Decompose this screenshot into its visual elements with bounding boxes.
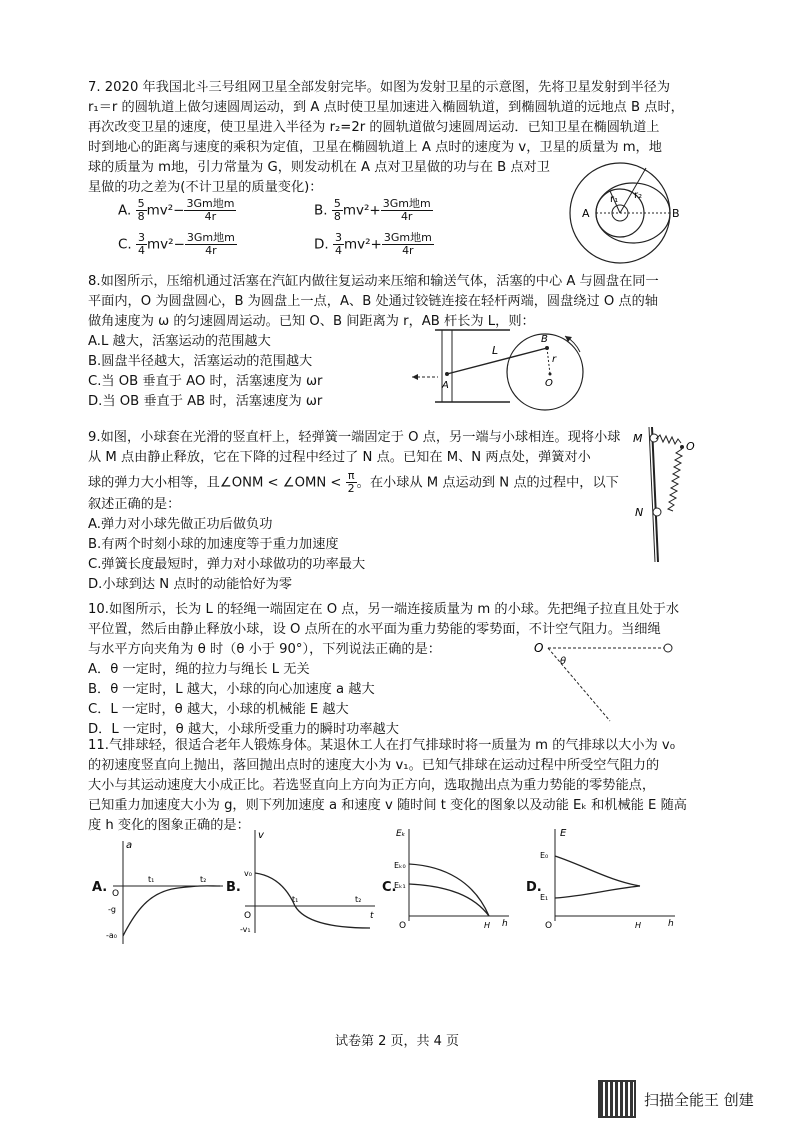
scanner-watermark — [598, 1080, 754, 1118]
q9-option-a[interactable]: A.弹力对小球先做正功后做负功 — [88, 517, 273, 532]
q8-label-o: O — [545, 378, 553, 389]
q9-option-b[interactable]: B.有两个时刻小球的加速度等于重力加速度 — [88, 537, 339, 552]
q7-label-r2: r₂ — [634, 190, 643, 201]
qr-code-icon — [598, 1080, 636, 1118]
q7-line: r₁＝r 的圆轨道上做匀速圆周运动，到 A 点时使卫星加速进入椭圆轨道，到椭圆轨道的远地点 B 点时， — [88, 100, 684, 115]
graph-c-o: O — [399, 921, 407, 931]
q7-line: 7. 2020 年我国北斗三号组网卫星全部发射完毕。如图为发射卫星的示意图，先将卫星发射到半径为 — [88, 80, 671, 95]
graph-a-y: a — [126, 840, 133, 851]
q11-graph-a — [108, 836, 228, 946]
q10-option-d[interactable]: D．L 一定时，θ 越大，小球所受重力的瞬时功率越大 — [88, 722, 399, 737]
graph-d-e1: E₁ — [540, 893, 549, 902]
q7-line: 星做的功之差为(不计卫星的质量变化)： — [88, 180, 323, 195]
graph-a-o: O — [112, 889, 120, 899]
graph-c-h: h — [502, 919, 508, 929]
q9-line: 从 M 点由静止释放，它在下降的过程中经过了 N 点。已知在 M、N 两点处，弹簧对小 — [88, 450, 591, 465]
q7-option-d[interactable]: D. $\frac{3}{4}$ mv²+ $\frac{\text{3Gm地m}}{4r}$ — [314, 231, 432, 257]
q11-line: 大小与其运动速度大小成正比。若选竖直向上方向为正方向，选取抛出点为重力势能的零势能点， — [88, 778, 656, 793]
q11-line: 已知重力加速度大小为 g，则下列加速度 a 和速度 v 随时间 t 变化的图象以及动能 Eₖ 和机械能 E 随高 — [88, 798, 687, 813]
question-11 — [88, 736, 708, 836]
graph-c-capital-h: H — [484, 921, 491, 930]
q9-option-d[interactable]: D.小球到达 N 点时的动能恰好为零 — [88, 577, 293, 592]
q10-option-c[interactable]: C．L 一定时，θ 越大，小球的机械能 E 越大 — [88, 702, 349, 717]
graph-b-o: O — [244, 911, 252, 921]
q9-label-o: O — [686, 440, 695, 453]
q9-label-n: N — [635, 506, 644, 519]
q8-label-l: L — [492, 344, 499, 357]
graph-a-t1: t₁ — [148, 875, 155, 884]
q11-option-d-label[interactable]: D. — [526, 880, 542, 895]
q11-option-b-label[interactable]: B. — [226, 880, 241, 895]
q10-label-theta: θ — [560, 656, 567, 667]
graph-b-v0: v₀ — [244, 869, 252, 878]
graph-a-g: -g — [108, 905, 116, 914]
q7-label-a: A — [582, 207, 590, 220]
graph-d-y: E — [560, 828, 567, 839]
q10-pendulum-figure — [530, 636, 680, 726]
q11-graph-b — [240, 828, 380, 938]
graph-d-o: O — [545, 921, 553, 931]
graph-b-t: t — [370, 911, 374, 921]
q10-option-b[interactable]: B．θ 一定时，L 越大，小球的向心加速度 a 越大 — [88, 682, 375, 697]
q7-option-c[interactable]: C. $\frac{3}{4}$ mv²− $\frac{\text{3Gm地m}}{4r}$ — [118, 231, 235, 257]
scanner-label: 扫描全能王 创建 — [644, 1090, 754, 1109]
q8-line: 平面内，O 为圆盘圆心，B 为圆盘上一点，A、B 处通过铰链连接在轻杆两端，圆盘绕过 O 点的轴 — [88, 294, 658, 309]
q9-line: 9.如图，小球套在光滑的竖直杆上，轻弹簧一端固定于 O 点，另一端与小球相连。现将小球 — [88, 430, 621, 445]
q7-orbit-figure — [560, 158, 680, 268]
q9-line: 球的弹力大小相等，且∠ONM < ∠OMN < $\frac{\pi}{2}$ 。在小球从 M 点运动到 N 点的过程中，以下 — [88, 469, 619, 495]
q11-line: 度 h 变化的图象正确的是： — [88, 818, 250, 833]
q9-label-m: M — [633, 432, 643, 445]
question-9 — [88, 428, 708, 595]
graph-a-t2: t₂ — [200, 875, 207, 884]
q7-line: 时到地心的距离与速度的乘积为定值，卫星在椭圆轨道上 A 点时的速度为 v，卫星的质量为 m，地 — [88, 140, 662, 155]
graph-c-y: Eₖ — [396, 829, 406, 839]
graph-b-t2: t₂ — [355, 895, 362, 904]
q11-option-a-label[interactable]: A. — [92, 880, 108, 895]
page-footer: 试卷第 2 页，共 4 页 — [334, 1034, 460, 1049]
graph-d-e0: E₀ — [540, 851, 549, 860]
q7-label-b: B — [672, 207, 680, 220]
q11-graph-c — [394, 826, 514, 936]
q10-option-a[interactable]: A．θ 一定时，绳的拉力与绳长 L 无关 — [88, 662, 310, 677]
q7-line: 球的质量为 m地，引力常量为 G，则发动机在 A 点对卫星做的功与在 B 点对卫 — [88, 160, 550, 175]
q8-option-c[interactable]: C.当 OB 垂直于 AO 时，活塞速度为 ωr — [88, 374, 323, 389]
graph-c-ek1: Eₖ₁ — [394, 881, 406, 890]
q8-line: 8.如图所示，压缩机通过活塞在汽缸内做往复运动来压缩和输送气体，活塞的中心 A 与圆盘在同一 — [88, 274, 659, 289]
q7-option-a[interactable]: A. $\frac{5}{8}$ mv²− $\frac{\text{3Gm地m}}{4r}$ — [118, 197, 235, 223]
q10-line: 与水平方向夹角为 θ 时（θ 小于 90°），下列说法正确的是： — [88, 642, 441, 657]
q7-label-r1: r₁ — [610, 194, 619, 205]
graph-b-v1: -v₁ — [240, 925, 251, 934]
q8-option-b[interactable]: B.圆盘半径越大，活塞运动的范围越大 — [88, 354, 313, 369]
q8-label-a: A — [442, 380, 449, 391]
graph-b-t1: t₁ — [292, 895, 299, 904]
q11-graph-d — [540, 826, 680, 936]
q8-option-a[interactable]: A.L 越大，活塞运动的范围越大 — [88, 334, 271, 349]
q10-label-o: O — [534, 641, 544, 655]
q8-piston-figure — [400, 322, 630, 408]
q7-option-b[interactable]: B. $\frac{5}{8}$ mv²+ $\frac{\text{3Gm地m}}{4r}$ — [314, 197, 431, 223]
q8-label-r: r — [552, 354, 557, 365]
q11-line: 11.气排球轻，很适合老年人锻炼身体。某退休工人在打气排球时将一质量为 m 的气排球以大小为 v₀ — [88, 738, 675, 753]
q8-line: 做角速度为 ω 的匀速圆周运动。已知 O、B 间距离为 r，AB 杆长为 L，则： — [88, 314, 535, 329]
q11-option-c-label[interactable]: C. — [382, 880, 397, 895]
q11-line: 的初速度竖直向上抛出，落回抛出点时的速度大小为 v₁。已知气排球在运动过程中所受空气阻力的 — [88, 758, 660, 773]
q8-option-d[interactable]: D.当 OB 垂直于 AB 时，活塞速度为 ωr — [88, 394, 323, 409]
q7-line: 再次改变卫星的速度，使卫星进入半径为 r₂=2r 的圆轨道做匀速圆周运动．已知卫星在椭圆轨道上 — [88, 120, 660, 135]
q9-line: 叙述正确的是： — [88, 497, 181, 512]
q10-line: 平位置，然后由静止释放小球，设 O 点所在的水平面为重力势能的零势面，不计空气阻力。当细绳 — [88, 622, 661, 637]
graph-c-ek0: Eₖ₀ — [394, 861, 406, 870]
graph-b-y: v — [258, 830, 264, 841]
q8-label-b: B — [541, 334, 548, 345]
graph-d-capital-h: H — [635, 921, 642, 930]
q9-spring-figure — [630, 422, 710, 567]
graph-d-h: h — [668, 919, 674, 929]
q10-line: 10.如图所示，长为 L 的轻绳一端固定在 O 点，另一端连接质量为 m 的小球。先把绳子拉直且处于水 — [88, 602, 680, 617]
graph-a-a0: -a₀ — [106, 931, 117, 940]
q9-option-c[interactable]: C.弹簧长度最短时，弹力对小球做功的功率最大 — [88, 557, 366, 572]
